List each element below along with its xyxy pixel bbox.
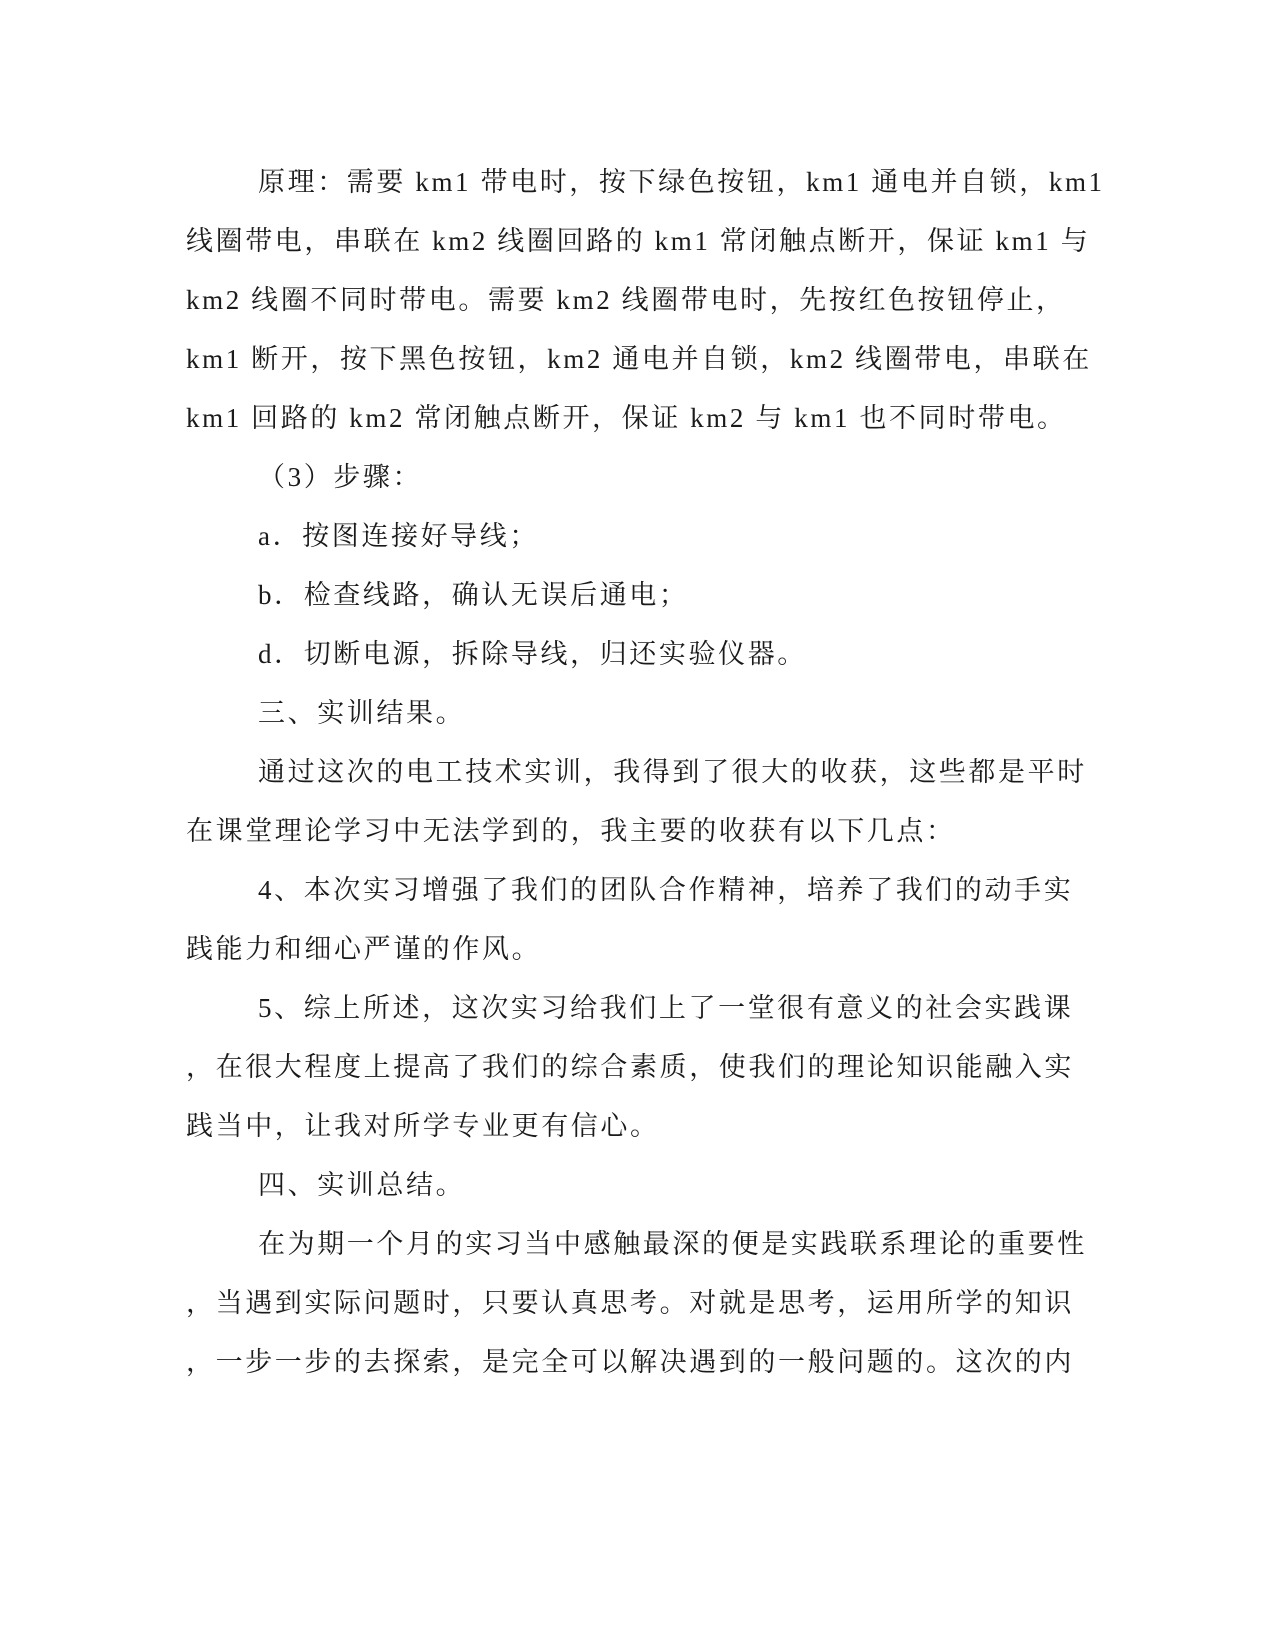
section-heading: 三、实训结果。 xyxy=(258,698,466,728)
text-line: 在课堂理论学习中无法学到的，我主要的收获有以下几点： xyxy=(186,816,956,846)
text-line: a．按图连接好导线； xyxy=(258,521,539,551)
text-line: ，一步一步的去探索，是完全可以解决遇到的一般问题的。这次的内 xyxy=(186,1347,1074,1377)
text-line: （3）步骤： xyxy=(258,462,423,492)
text-line: km1 断开，按下黑色按钮，km2 通电并自锁，km2 线圈带电，串联在 xyxy=(186,344,1092,374)
text-line: 原理：需要 km1 带电时，按下绿色按钮，km1 通电并自锁，km1 xyxy=(258,167,1105,197)
text-line: km2 线圈不同时带电。需要 km2 线圈带电时，先按红色按钮停止， xyxy=(186,285,1066,315)
section-heading: 四、实训总结。 xyxy=(258,1170,466,1200)
text-line: 通过这次的电工技术实训，我得到了很大的收获，这些都是平时 xyxy=(258,757,1087,787)
text-line: 践当中，让我对所学专业更有信心。 xyxy=(186,1111,660,1141)
text-line: km1 回路的 km2 常闭触点断开，保证 km2 与 km1 也不同时带电。 xyxy=(186,403,1067,433)
text-line: ，当遇到实际问题时，只要认真思考。对就是思考，运用所学的知识 xyxy=(186,1288,1074,1318)
text-line: 4、本次实习增强了我们的团队合作精神，培养了我们的动手实 xyxy=(258,875,1074,905)
text-line: d．切断电源，拆除导线，归还实验仪器。 xyxy=(258,639,807,669)
text-line: b．检查线路，确认无误后通电； xyxy=(258,580,689,610)
text-line: 践能力和细心严谨的作风。 xyxy=(186,934,542,964)
text-line: 5、综上所述，这次实习给我们上了一堂很有意义的社会实践课 xyxy=(258,993,1074,1023)
text-line: 在为期一个月的实习当中感触最深的便是实践联系理论的重要性 xyxy=(258,1229,1087,1259)
text-line: ，在很大程度上提高了我们的综合素质，使我们的理论知识能融入实 xyxy=(186,1052,1074,1082)
text-line: 线圈带电，串联在 km2 线圈回路的 km1 常闭触点断开，保证 km1 与 xyxy=(186,226,1091,256)
